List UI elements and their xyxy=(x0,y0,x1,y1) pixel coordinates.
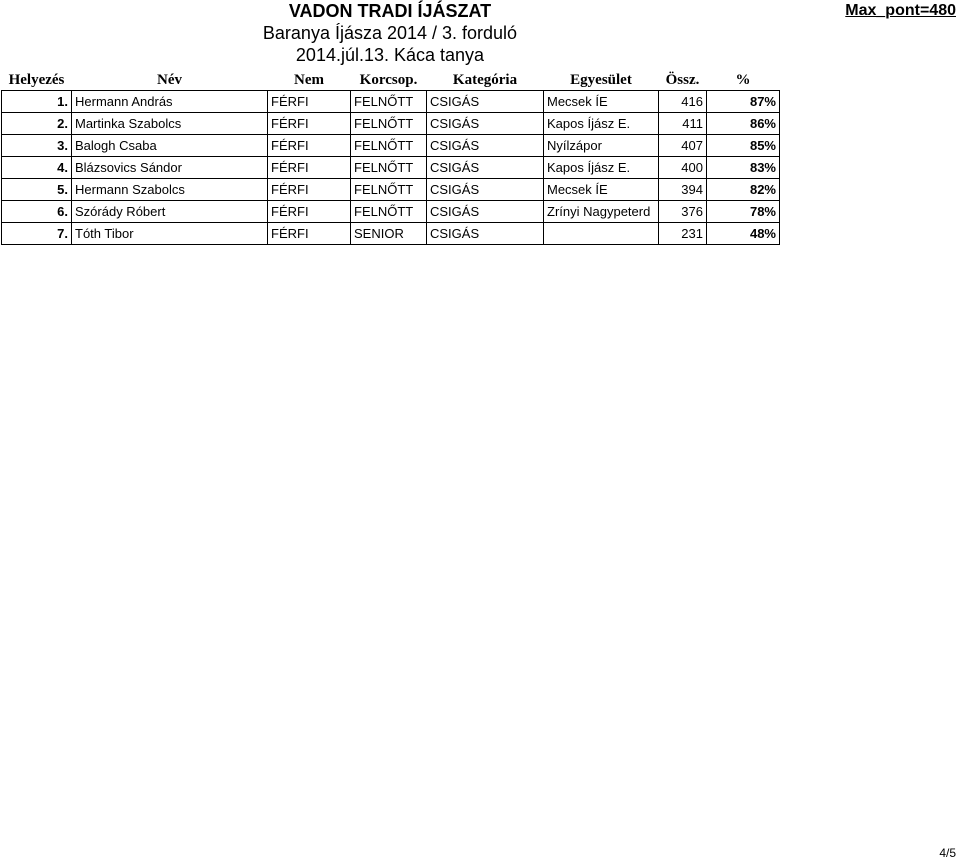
cell-percent: 85% xyxy=(707,135,780,157)
header-gender: Nem xyxy=(294,71,324,88)
table-row xyxy=(2,91,780,113)
document-title: VADON TRADI ÍJÁSZAT xyxy=(288,1,492,21)
header-rank: Helyezés xyxy=(8,71,65,88)
cell-age-group: FELNŐTT xyxy=(351,135,427,157)
cell-percent: 86% xyxy=(707,113,780,135)
cell-percent: 78% xyxy=(707,201,780,223)
results-table xyxy=(1,70,780,245)
cell-gender: FÉRFI xyxy=(268,179,351,201)
document-header xyxy=(0,0,780,66)
cell-category: CSIGÁS xyxy=(427,201,544,223)
cell-total: 416 xyxy=(659,91,707,113)
table-row xyxy=(2,135,780,157)
header-category: Kategória xyxy=(452,71,518,88)
cell-gender: FÉRFI xyxy=(268,91,351,113)
cell-total: 400 xyxy=(659,157,707,179)
cell-category: CSIGÁS xyxy=(427,223,544,245)
cell-category: CSIGÁS xyxy=(427,179,544,201)
header-club: Egyesület xyxy=(570,71,632,88)
cell-rank: 1. xyxy=(2,91,72,113)
cell-age-group: SENIOR xyxy=(351,223,427,245)
cell-rank: 3. xyxy=(2,135,72,157)
table-row xyxy=(2,113,780,135)
max-points-label: Max_pont=480 xyxy=(845,2,956,19)
cell-club: Mecsek ÍE xyxy=(544,179,659,201)
cell-category: CSIGÁS xyxy=(427,91,544,113)
table-row xyxy=(2,201,780,223)
table-row xyxy=(2,157,780,179)
table-row xyxy=(2,179,780,201)
cell-category: CSIGÁS xyxy=(427,135,544,157)
table-header-row xyxy=(2,70,780,91)
header-percent: % xyxy=(735,71,751,88)
cell-percent: 87% xyxy=(707,91,780,113)
header-name: Név xyxy=(157,71,182,88)
cell-club: Nyílzápor xyxy=(544,135,659,157)
event-date-location: 2014.júl.13. Káca tanya xyxy=(295,45,485,65)
cell-age-group: FELNŐTT xyxy=(351,91,427,113)
cell-club: Mecsek ÍE xyxy=(544,91,659,113)
cell-rank: 4. xyxy=(2,157,72,179)
cell-name: Szórády Róbert xyxy=(72,201,268,223)
cell-total: 231 xyxy=(659,223,707,245)
header-age-group: Korcsop. xyxy=(359,71,418,88)
cell-gender: FÉRFI xyxy=(268,223,351,245)
cell-name: Martinka Szabolcs xyxy=(72,113,268,135)
cell-age-group: FELNŐTT xyxy=(351,113,427,135)
cell-club xyxy=(544,223,659,245)
cell-age-group: FELNŐTT xyxy=(351,179,427,201)
cell-club: Kapos Íjász E. xyxy=(544,113,659,135)
cell-total: 411 xyxy=(659,113,707,135)
event-subtitle: Baranya Íjásza 2014 / 3. forduló xyxy=(262,23,518,43)
cell-percent: 83% xyxy=(707,157,780,179)
cell-name: Hermann András xyxy=(72,91,268,113)
cell-age-group: FELNŐTT xyxy=(351,157,427,179)
cell-rank: 2. xyxy=(2,113,72,135)
cell-rank: 7. xyxy=(2,223,72,245)
cell-total: 394 xyxy=(659,179,707,201)
table-row xyxy=(2,223,780,245)
header-total: Össz. xyxy=(665,71,700,88)
cell-name: Hermann Szabolcs xyxy=(72,179,268,201)
cell-percent: 48% xyxy=(707,223,780,245)
cell-percent: 82% xyxy=(707,179,780,201)
cell-name: Balogh Csaba xyxy=(72,135,268,157)
cell-total: 376 xyxy=(659,201,707,223)
cell-category: CSIGÁS xyxy=(427,113,544,135)
cell-rank: 5. xyxy=(2,179,72,201)
cell-gender: FÉRFI xyxy=(268,157,351,179)
cell-name: Blázsovics Sándor xyxy=(72,157,268,179)
cell-gender: FÉRFI xyxy=(268,135,351,157)
page-number: 4/5 xyxy=(939,846,956,860)
cell-club: Zrínyi Nagypeterd xyxy=(544,201,659,223)
cell-name: Tóth Tibor xyxy=(72,223,268,245)
cell-total: 407 xyxy=(659,135,707,157)
cell-category: CSIGÁS xyxy=(427,157,544,179)
cell-club: Kapos Íjász E. xyxy=(544,157,659,179)
cell-rank: 6. xyxy=(2,201,72,223)
cell-gender: FÉRFI xyxy=(268,201,351,223)
cell-age-group: FELNŐTT xyxy=(351,201,427,223)
cell-gender: FÉRFI xyxy=(268,113,351,135)
